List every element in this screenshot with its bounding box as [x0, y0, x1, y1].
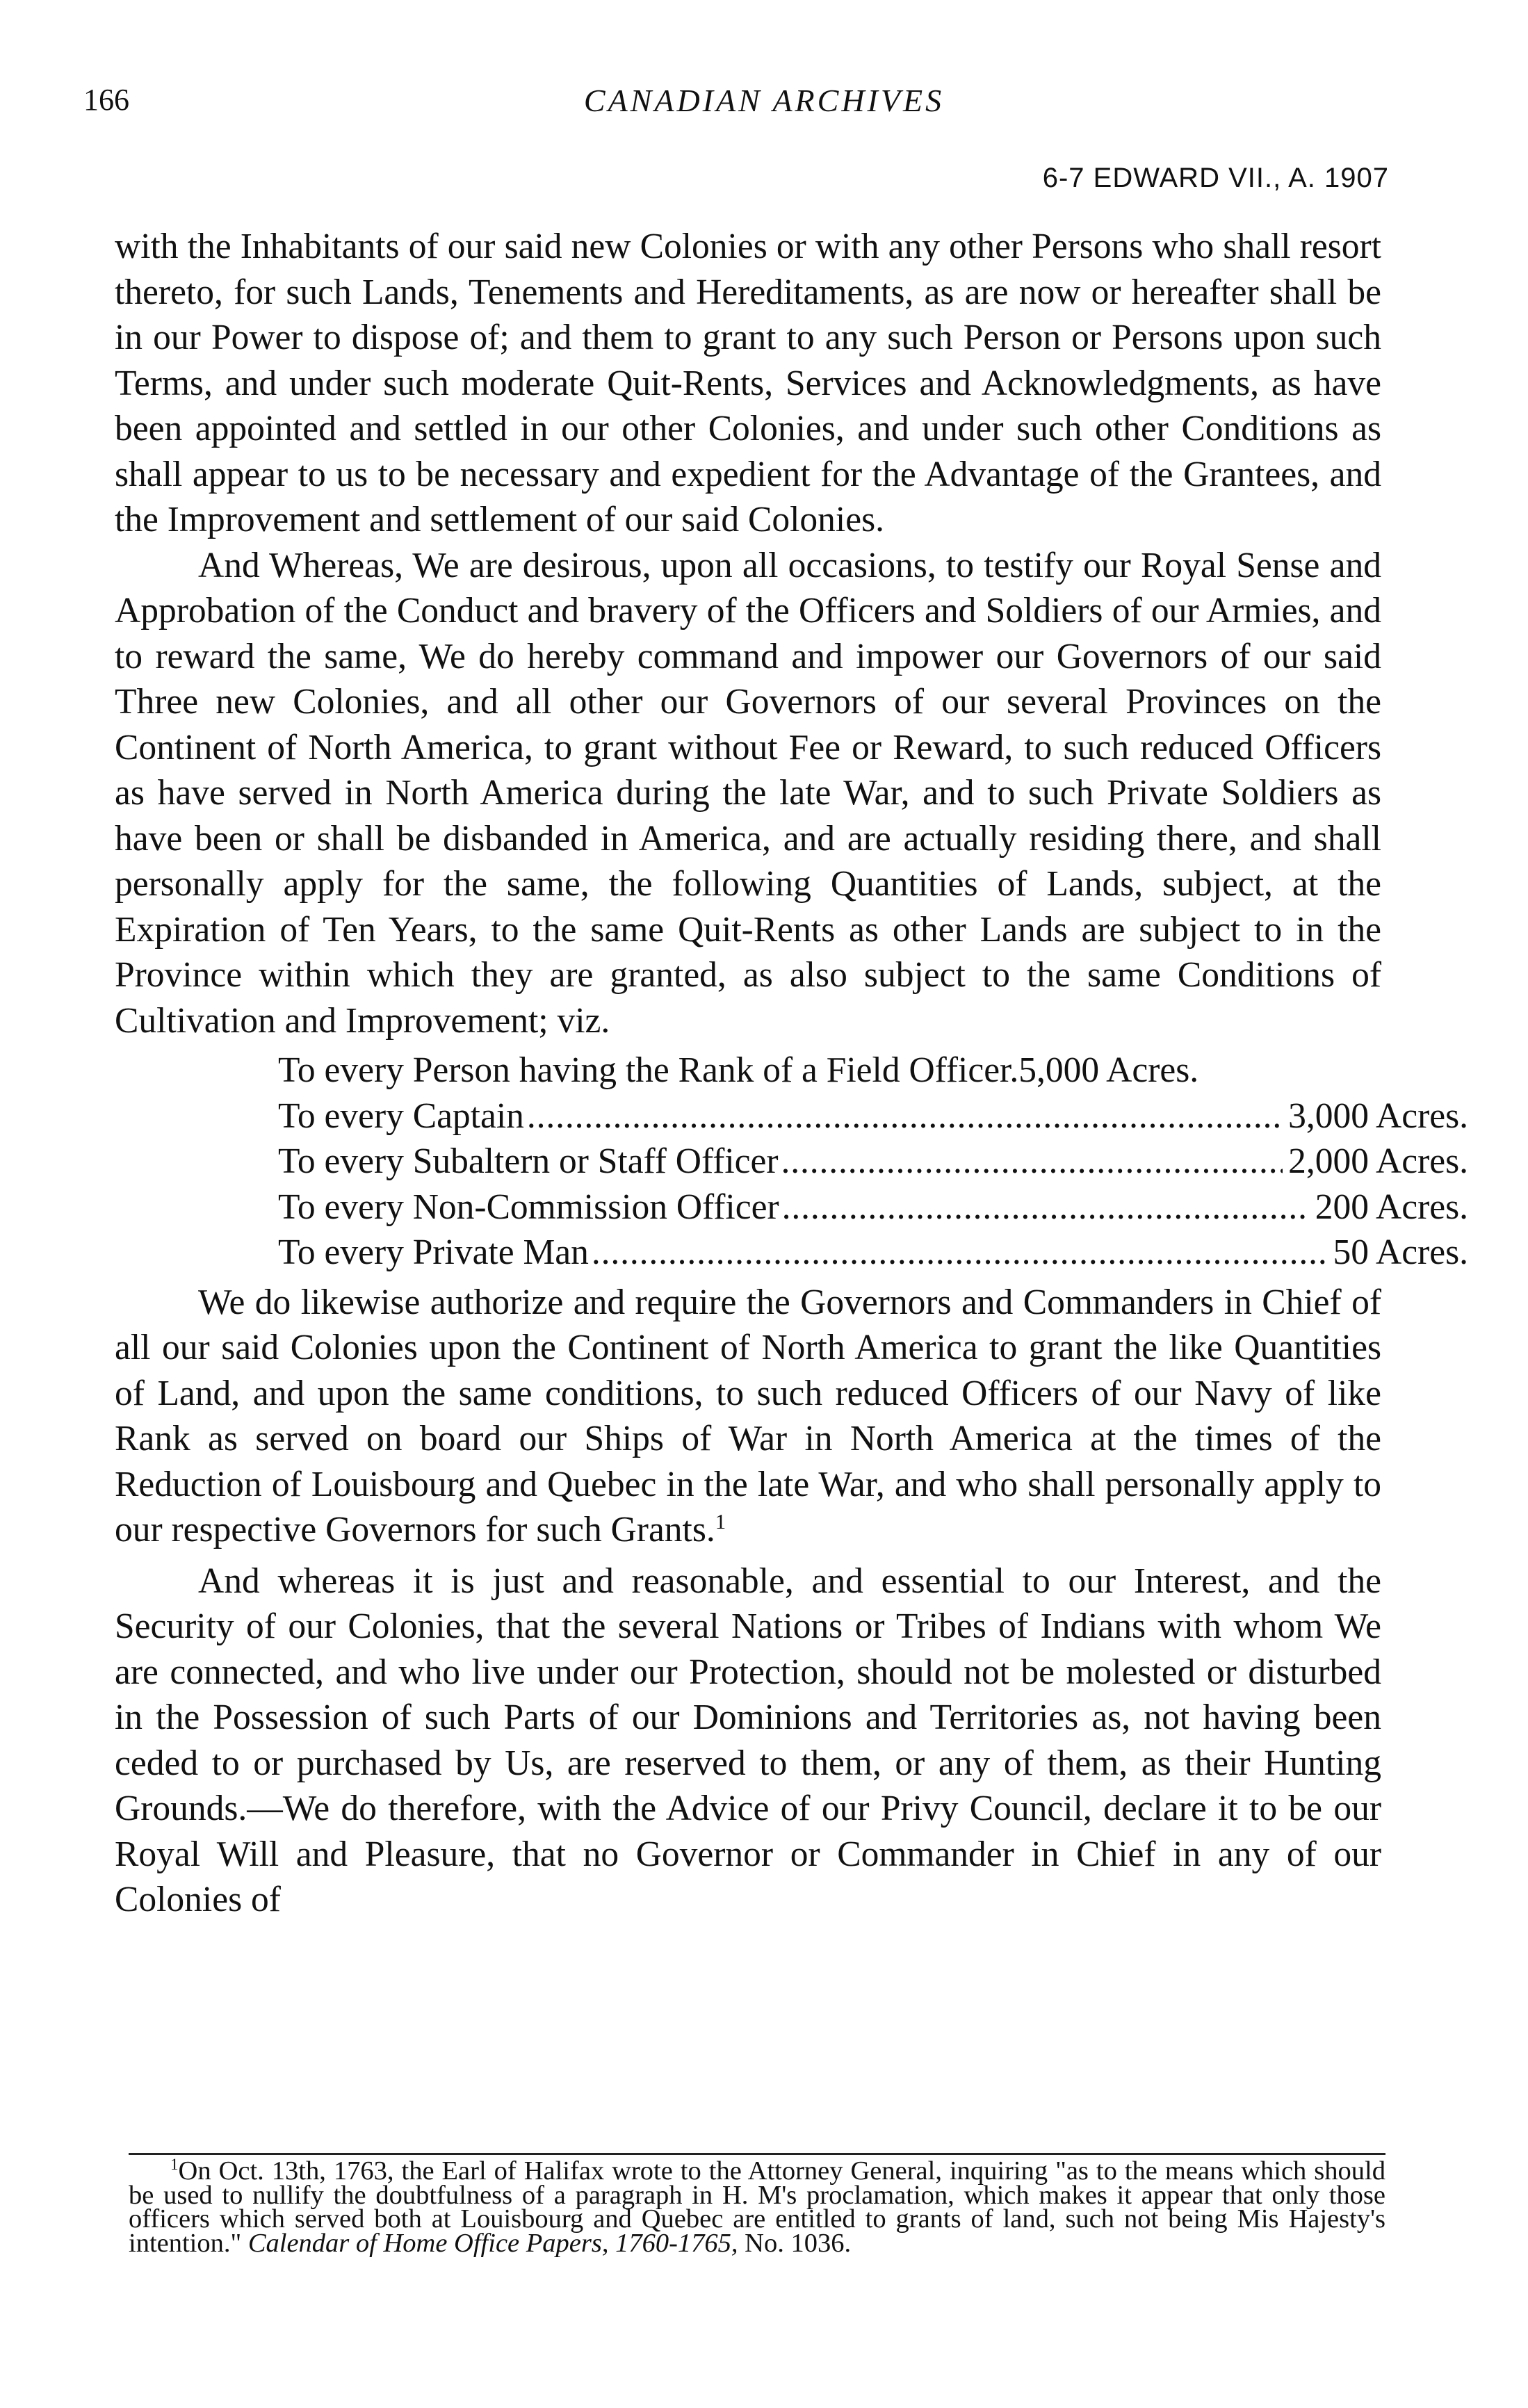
- grant-rank: To every Subaltern or Staff Officer: [278, 1141, 779, 1181]
- footnote-marker: 1: [170, 2155, 179, 2174]
- session-label: 6-7 EDWARD VII., A. 1907: [1042, 163, 1389, 193]
- paragraph-3: [115, 1280, 1381, 1553]
- body-text: [115, 224, 1468, 1923]
- grant-row: [278, 1093, 1468, 1139]
- grant-row: [278, 1185, 1468, 1230]
- footnote-citation-number: No. 1036.: [745, 2228, 852, 2258]
- paragraph-4: And whereas it is just and reasonable, and essential to our Interest, and the Security of our Colonies, that the several Nations or Tribes of Indians with whom We are connected, and who live under our Protection, should not be molested or disturbed in the Possession of such Parts of our Dominions and Territories as, not having been ceded to or purchased by Us, are reserved to them, or any of them, as their Hunting Grounds.—We do therefore, with the Advice of our Privy Council, declare it to be our Royal Will and Pleasure, that no Governor or Commander in Chief in any of our Colonies of: [115, 1561, 1381, 1919]
- grant-rank: To every Person having the Rank of a Field Officer.: [278, 1050, 1019, 1090]
- grant-row: [278, 1230, 1468, 1276]
- paragraph-1: with the Inhabitants of our said new Colonies or with any other Persons who shall resort thereto, for such Lands, Tenements and Hereditaments, as are now or hereafter shall be in our Power to dispose of; and them to grant to any such Person or Persons upon such Terms, and under such moderate Quit-Rents, Services and Acknowledgments, as have been appointed and settled in our other Colonies, and under such other Conditions as shall appear to us to be necessary and expedient for the Advantage of the Grantees, and the Improvement and settlement of our said Colonies.: [115, 227, 1381, 539]
- dot-leader: [592, 1230, 1328, 1276]
- dot-leader: [781, 1139, 1283, 1185]
- paragraph-3-text: We do likewise authorize and require the Governors and Commanders in Chief of all our said Colonies upon the Continent of North America to grant the like Quantities of Land, and upon the same conditions, to such reduced Officers of our Navy of like Rank as served on board our Ships of War in North America at the times of the Reduction of Louisbourg and Quebec in the late War, and who shall personally apply to our respective Governors for such Grants.: [115, 1282, 1381, 1549]
- grant-amount: 5,000 Acres.: [1018, 1050, 1199, 1090]
- grant-amount: 3,000 Acres.: [1288, 1096, 1468, 1136]
- dot-leader: [527, 1093, 1283, 1139]
- footnote-citation-title: Calendar of Home Office Papers, 1760-1765,: [247, 2228, 738, 2258]
- grant-rank: To every Private Man: [278, 1233, 589, 1272]
- grant-rank: To every Captain: [278, 1096, 524, 1136]
- grant-row: [278, 1139, 1468, 1185]
- footnote: [129, 2155, 1385, 2258]
- page-number: 166: [83, 83, 129, 117]
- footnote-rule: [129, 2153, 1385, 2155]
- grant-rank: To every Non-Commission Officer: [278, 1187, 779, 1227]
- paragraph-2: And Whereas, We are desirous, upon all occasions, to testify our Royal Sense and Approbation of the Conduct and bravery of the Officers and Soldiers of our Armies, and to reward the same, We do hereby command and impower our Governors of our said Three new Colonies, and all other our Governors of our several Provinces on the Continent of North America, to grant without Fee or Reward, to such reduced Officers as have served in North America during the late War, and to such Private Soldiers as have been or shall be disbanded in America, and are actually residing there, and shall personally apply for the same, the following Quantities of Lands, subject, at the Expiration of Ten Years, to the same Quit-Rents as other Lands are subject to in the Province within which they are granted, as also subject to the same Conditions of Cultivation and Improvement; viz.: [115, 545, 1381, 1041]
- footnote-reference: 1: [715, 1508, 726, 1534]
- grant-amount: 2,000 Acres.: [1288, 1141, 1468, 1181]
- dot-leader: [782, 1185, 1310, 1230]
- grant-amount: 200 Acres.: [1315, 1187, 1468, 1227]
- grant-amount: 50 Acres.: [1333, 1233, 1468, 1272]
- footnote-text: On Oct. 13th, 1763, the Earl of Halifax wrote to the Attorney General, inquiring "as to the means which should be used to nullify the doubtfulness of a paragraph in H. M's proclamation, which makes it appear that only those officers which served both at Louisbourg and Quebec are entitled to grants of land, such not being Mis Hajesty's intention.": [129, 2156, 1385, 2258]
- land-grant-table: [115, 1048, 1468, 1276]
- running-title: CANADIAN ARCHIVES: [583, 83, 945, 118]
- grant-row: [278, 1048, 1468, 1093]
